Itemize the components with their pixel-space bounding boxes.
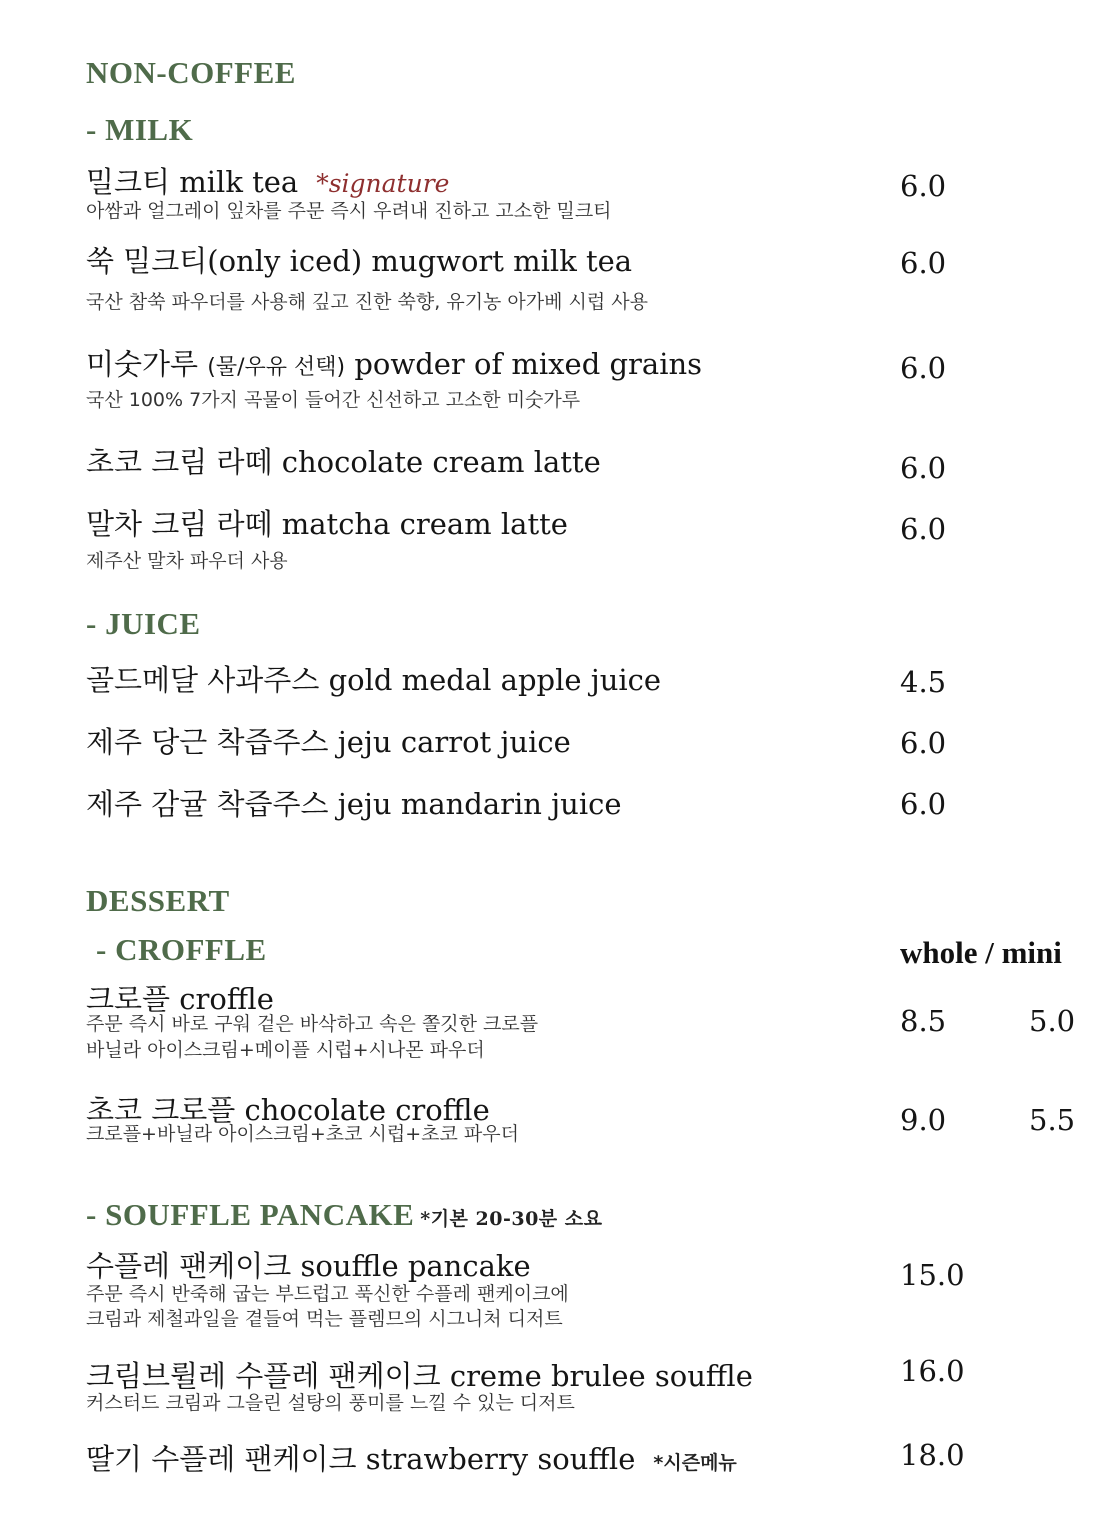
souffle-time-note: *기본 20-30분 소요	[420, 1208, 603, 1230]
seasonal-note: *시즌메뉴	[653, 1452, 737, 1474]
menu-item-souffle-desc-1: 주문 즉시 반죽해 굽는 부드럽고 푹신한 수플레 팬케이크에	[86, 1283, 569, 1305]
menu-item-brulee-price: 16.0	[900, 1354, 965, 1388]
item-name-en: gold medal apple juice	[328, 663, 662, 697]
item-name-ko: 크로플	[86, 982, 171, 1016]
item-name-ko: 골드메달 사과주스	[86, 663, 320, 697]
menu-item-milk-tea-price: 6.0	[900, 169, 947, 203]
menu-item-apple-juice-title	[86, 658, 661, 699]
item-name-ko: 수플레 팬케이크	[86, 1249, 292, 1283]
menu-item-matcha-latte-title	[86, 502, 568, 543]
item-name-en: chocolate cream latte	[281, 445, 601, 479]
menu-item-mugwort-desc: 국산 참쑥 파우더를 사용해 깊고 진한 쑥향, 유기농 아가베 시럽 사용	[86, 291, 648, 313]
menu-item-mugwort-price: 6.0	[900, 246, 947, 280]
section-noncoffee-heading: NON-COFFEE	[86, 55, 296, 90]
menu-item-mugwort-title	[86, 239, 632, 280]
subsection-croffle-heading: - CROFFLE	[96, 932, 267, 967]
item-name-ko: 딸기 수플레 팬케이크	[86, 1442, 357, 1476]
menu-item-choco-croffle-price-mini: 5.5	[1029, 1103, 1076, 1137]
menu-item-croffle-price-whole: 8.5	[900, 1004, 947, 1038]
menu-item-croffle-price-mini: 5.0	[1029, 1004, 1076, 1038]
item-name-ko: 미숫가루	[86, 347, 199, 381]
item-name-ko: 쑥 밀크티	[86, 244, 208, 278]
item-name-ko: 밀크티	[86, 165, 171, 199]
item-name-en: strawberry souffle	[365, 1442, 636, 1476]
item-name-ko: 초코 크림 라떼	[86, 445, 273, 479]
item-name-ko: 말차 크림 라떼	[86, 507, 273, 541]
item-name-en: matcha cream latte	[281, 507, 568, 541]
menu-item-carrot-juice-price: 6.0	[900, 726, 947, 760]
price-column-header: whole / mini	[900, 935, 1062, 970]
menu-item-mandarin-juice-price: 6.0	[900, 787, 947, 821]
item-name-en: creme brulee souffle	[449, 1359, 753, 1393]
menu-item-choco-croffle-price-whole: 9.0	[900, 1103, 947, 1137]
item-name-paren: (물/우유 선택)	[207, 355, 346, 380]
item-name-en: souffle pancake	[300, 1249, 531, 1283]
signature-label: *signature	[316, 169, 450, 198]
item-name-ko: 제주 감귤 착즙주스	[86, 787, 329, 821]
menu-item-croffle-desc-1: 주문 즉시 바로 구워 겉은 바삭하고 속은 쫄깃한 크로플	[86, 1013, 539, 1035]
item-name-paren: (only iced)	[207, 244, 363, 278]
menu-item-misutgaru-desc: 국산 100% 7가지 곡물이 들어간 신선하고 고소한 미숫가루	[86, 389, 581, 411]
menu-item-choco-croffle-desc: 크로플+바닐라 아이스크림+초코 시럽+초코 파우더	[86, 1123, 519, 1145]
menu-item-carrot-juice-title	[86, 720, 571, 761]
subsection-juice-heading: - JUICE	[86, 606, 201, 641]
menu-item-mandarin-juice-title	[86, 782, 622, 823]
menu-item-choco-latte-price: 6.0	[900, 451, 947, 485]
menu-item-souffle-desc-2: 크림과 제철과일을 곁들여 먹는 플렘므의 시그니처 디저트	[86, 1308, 563, 1330]
item-name-en: croffle	[179, 982, 274, 1016]
menu-item-strawberry-price: 18.0	[900, 1438, 965, 1472]
menu-item-milk-tea-desc: 아쌈과 얼그레이 잎차를 주문 즉시 우려내 진하고 고소한 밀크티	[86, 200, 612, 222]
menu-item-milk-tea-title	[86, 160, 449, 201]
subsection-souffle-heading	[86, 1197, 602, 1233]
menu-item-souffle-price: 15.0	[900, 1258, 965, 1292]
menu-item-croffle-desc-2: 바닐라 아이스크림+메이플 시럽+시나몬 파우더	[86, 1039, 485, 1061]
item-name-ko: 초코 크로플	[86, 1093, 236, 1127]
souffle-heading-text: - SOUFFLE PANCAKE	[86, 1197, 415, 1232]
menu-item-brulee-title	[86, 1354, 753, 1395]
menu-item-apple-juice-price: 4.5	[900, 665, 947, 699]
menu-item-misutgaru-price: 6.0	[900, 351, 947, 385]
subsection-milk-heading: - MILK	[86, 112, 194, 147]
menu-item-misutgaru-title	[86, 342, 702, 383]
item-name-en: chocolate croffle	[244, 1093, 490, 1127]
menu-item-matcha-latte-price: 6.0	[900, 512, 947, 546]
item-name-ko: 크림브륄레 수플레 팬케이크	[86, 1359, 441, 1393]
menu-item-choco-latte-title	[86, 440, 601, 481]
item-name-en: jeju carrot juice	[337, 725, 571, 759]
item-name-en: powder of mixed grains	[354, 347, 703, 381]
item-name-en: mugwort milk tea	[371, 244, 633, 278]
menu-item-brulee-desc: 커스터드 크림과 그을린 설탕의 풍미를 느낄 수 있는 디저트	[86, 1392, 575, 1414]
menu-item-souffle-title	[86, 1244, 531, 1285]
item-name-en: jeju mandarin juice	[337, 787, 622, 821]
item-name-en: milk tea	[179, 165, 299, 199]
section-dessert-heading: DESSERT	[86, 883, 230, 918]
item-name-ko: 제주 당근 착즙주스	[86, 725, 329, 759]
menu-item-strawberry-title	[86, 1437, 737, 1478]
menu-item-matcha-latte-desc: 제주산 말차 파우더 사용	[86, 550, 288, 572]
